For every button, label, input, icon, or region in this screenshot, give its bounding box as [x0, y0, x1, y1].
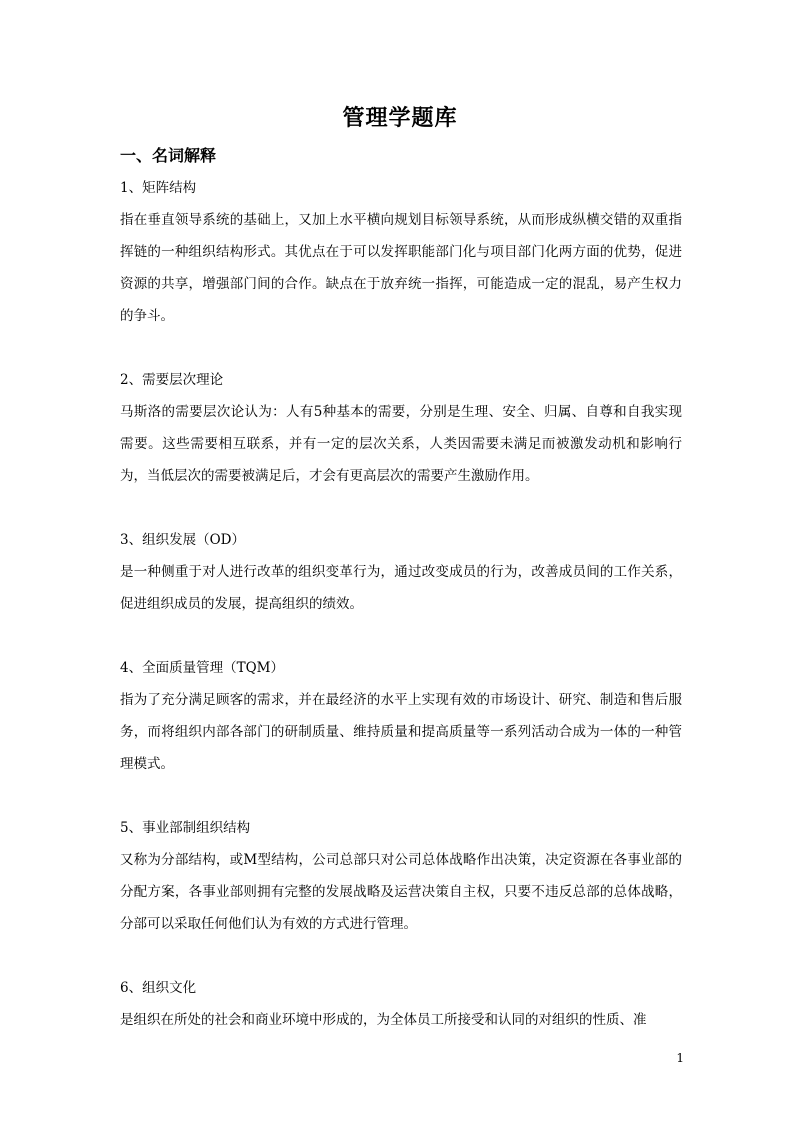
entry-definition: 指在垂直领导系统的基础上，又加上水平横向规划目标领导系统，从而形成纵横交错的双重指挥链的一种组织结构形式。其优点在于可以发挥职能部门化与项目部门化两方面的优势，促进资源的共享，增强部门间的合作。缺点在于放弃统一指挥，可能造成一定的混乱，易产生权力的争斗。	[120, 212, 682, 324]
entry-divisional-structure	[120, 812, 682, 940]
entry-organization-development	[120, 524, 682, 620]
entry-term: 5、事业部制组织结构	[120, 820, 251, 836]
page-number: 1	[676, 1051, 684, 1065]
entry-organizational-culture	[120, 972, 682, 1036]
section-heading: 一、名词解释	[120, 146, 217, 165]
entry-term: 1、矩阵结构	[120, 180, 197, 196]
entry-term: 2、需要层次理论	[120, 372, 224, 388]
entry-term: 3、组织发展（OD）	[120, 532, 245, 548]
document-content	[120, 140, 682, 1036]
entry-definition: 马斯洛的需要层次论认为：人有5种基本的需要，分别是生理、安全、归属、自尊和自我实现需要。这些需要相互联系，并有一定的层次关系，人类因需要未满足而被激发动机和影响行为，当低层次的需要被满足后，才会有更高层次的需要产生激励作用。	[120, 404, 682, 484]
entry-definition: 是组织在所处的社会和商业环境中形成的，为全体员工所接受和认同的对组织的性质、准	[120, 1012, 647, 1028]
entry-definition: 指为了充分满足顾客的需求，并在最经济的水平上实现有效的市场设计、研究、制造和售后服务，而将组织内部各部门的研制质量、维持质量和提高质量等一系列活动合成为一体的一种管理模式。	[120, 692, 682, 772]
document-title: 管理学题库	[342, 106, 458, 131]
entry-total-quality-management	[120, 652, 682, 780]
entry-term: 6、组织文化	[120, 980, 197, 996]
entry-definition: 是一种侧重于对人进行改革的组织变革行为，通过改变成员的行为，改善成员间的工作关系，促进组织成员的发展，提高组织的绩效。	[120, 564, 682, 612]
entry-matrix-structure	[120, 172, 682, 332]
entry-definition: 又称为分部结构，或M型结构，公司总部只对公司总体战略作出决策，决定资源在各事业部的分配方案，各事业部则拥有完整的发展战略及运营决策自主权，只要不违反总部的总体战略，分部可以采取任何他们认为有效的方式进行管理。	[120, 852, 682, 932]
entry-hierarchy-of-needs	[120, 364, 682, 492]
entry-term: 4、全面质量管理（TQM）	[120, 660, 284, 676]
